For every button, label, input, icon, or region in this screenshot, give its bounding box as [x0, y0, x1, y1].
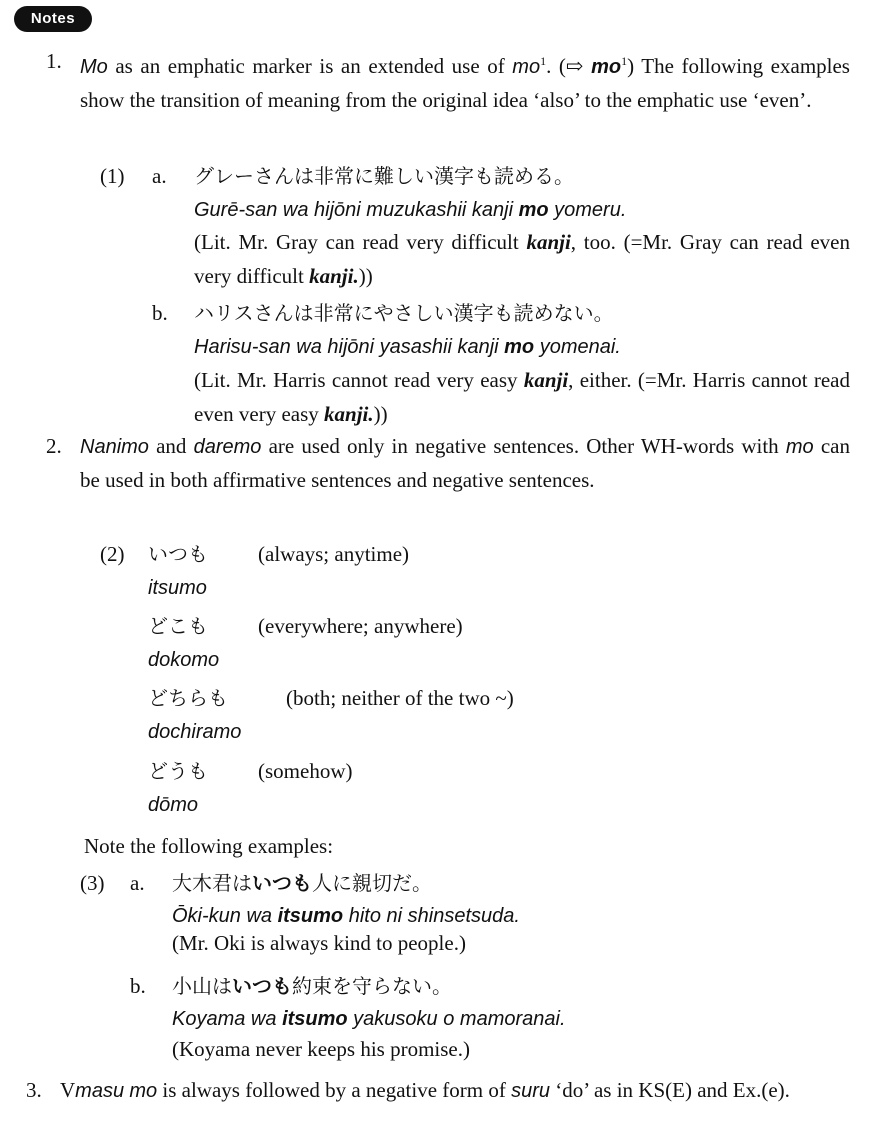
text: 約束を守らない。 [292, 974, 452, 998]
japanese-sentence: グレーさんは非常に難しい漢字も読める。 [194, 164, 574, 188]
text: itsumo [277, 905, 344, 927]
term-mo: mo [512, 56, 541, 78]
text: is always followed by a negative form of [157, 1078, 512, 1102]
romanization [194, 193, 626, 227]
translation [194, 225, 850, 293]
text: itsumo [282, 1008, 348, 1030]
word-entry [148, 755, 352, 789]
text: Koyama wa [172, 1008, 283, 1030]
japanese-sentence: ハリスさんは非常にやさしい漢字も読めない。 [194, 301, 614, 325]
text: Ōki-kun wa [172, 905, 278, 927]
item-label: b. [152, 301, 168, 325]
text: いつも [232, 974, 292, 998]
text: )) [373, 402, 388, 426]
romanization: itsumo [148, 577, 207, 599]
example-label: (1) [100, 164, 125, 188]
japanese-word: どこも [148, 614, 208, 638]
term-mo: mo [785, 436, 814, 458]
text: (Lit. Mr. Gray can read very difficult [194, 230, 527, 254]
term-daremo: daremo [193, 436, 262, 458]
note-1-text [80, 45, 850, 117]
superscript: 1 [540, 54, 547, 68]
japanese-sentence [172, 970, 452, 1002]
translation: (Koyama never keeps his promise.) [172, 1037, 470, 1061]
text: yakusoku o mamoranai. [347, 1008, 566, 1030]
term-masu: masu [75, 1080, 125, 1102]
term-nanimo: Nanimo [80, 436, 149, 458]
text: as an emphatic marker is an extended use of [107, 54, 513, 78]
text: (Lit. Mr. Harris cannot read very easy [194, 368, 524, 392]
note-number: 3. [26, 1078, 42, 1102]
text: and [148, 434, 194, 458]
example-label: (2) [100, 542, 125, 566]
item-label: a. [152, 164, 167, 188]
note-line: Note the following examples: [84, 834, 334, 858]
text: hito ni shinsetsuda. [343, 905, 520, 927]
text: , too. (=Mr. Gray can read even very difficult [194, 230, 850, 288]
word-entry [148, 538, 409, 572]
text: Harisu-san wa hijōni yasashii kanji [194, 336, 505, 358]
example-label: (3) [80, 871, 105, 895]
text: 小山は [172, 974, 232, 998]
cross-reference: mo [591, 56, 622, 78]
text: , either. (=Mr. Harris cannot read even very easy [194, 368, 850, 426]
note-2-text [80, 430, 850, 497]
text: . (⇨ [546, 54, 592, 78]
romanization: dokomo [148, 649, 220, 671]
translation: (Mr. Oki is always kind to people.) [172, 931, 466, 955]
japanese-word: どうも [148, 759, 208, 783]
romanization: dōmo [148, 794, 199, 816]
text: 大木君は [172, 871, 252, 895]
note-3-text [60, 1074, 850, 1108]
note-number: 2. [46, 434, 62, 458]
word-entry [148, 682, 514, 716]
text: ) The following examples show the transition of meaning from the original idea ‘also’ to the emphatic use ‘even’. [80, 54, 850, 112]
text: mo [518, 199, 549, 221]
text: いつも [252, 871, 312, 895]
item-label: b. [130, 974, 146, 998]
notes-badge: Notes [14, 6, 92, 32]
superscript: 1 [621, 54, 628, 68]
text: )) [358, 264, 373, 288]
term-suru: suru [511, 1080, 551, 1102]
note-number: 1. [46, 49, 62, 73]
translation [194, 363, 850, 431]
item-label: a. [130, 871, 145, 895]
gloss: (somehow) [258, 759, 353, 783]
text: Gurē-san wa hijōni muzukashii kanji [194, 199, 519, 221]
text: mo [504, 336, 535, 358]
romanization [194, 330, 621, 364]
text: yomeru. [548, 199, 627, 221]
gloss: (both; neither of the two ~) [286, 686, 514, 710]
text: ‘do’ as in KS(E) and Ex.(e). [550, 1078, 790, 1102]
japanese-word: どちらも [148, 686, 228, 710]
text: are used only in negative sentences. Other WH-words with [261, 434, 786, 458]
romanization: dochiramo [148, 721, 242, 743]
text: kanji [526, 230, 571, 254]
romanization [172, 1002, 566, 1036]
text: kanji. [324, 402, 374, 426]
text: can be used in both affirmative sentences and negative sentences. [80, 434, 850, 492]
text: V [60, 1078, 76, 1102]
gloss: (everywhere; anywhere) [258, 614, 463, 638]
text: 人に親切だ。 [312, 871, 432, 895]
text: kanji. [309, 264, 359, 288]
text: kanji [523, 368, 569, 392]
term-mo: Mo [80, 56, 108, 78]
gloss: (always; anytime) [258, 542, 410, 566]
japanese-sentence [172, 867, 432, 899]
term-mo: mo [129, 1080, 158, 1102]
japanese-word: いつも [148, 542, 208, 566]
text: yomenai. [534, 336, 621, 358]
word-entry [148, 610, 463, 644]
